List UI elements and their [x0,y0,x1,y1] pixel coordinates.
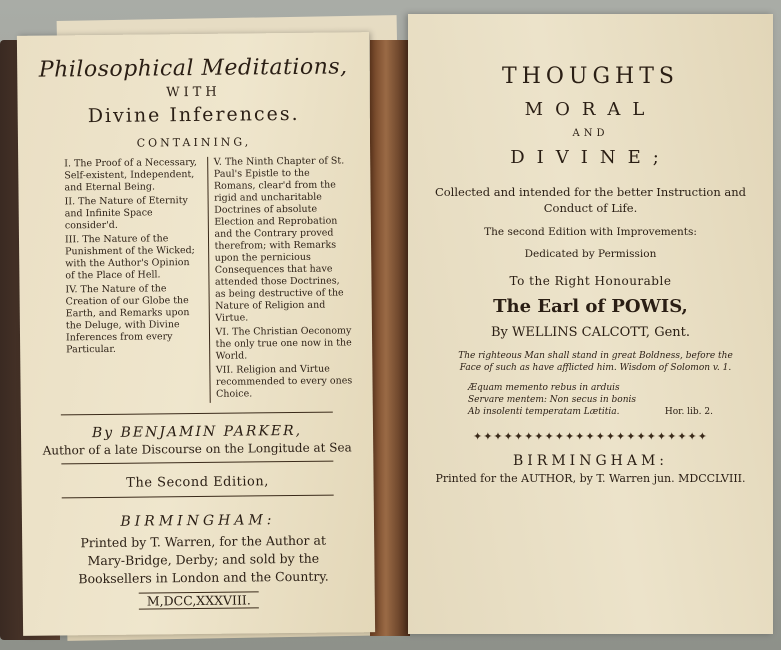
contents-item: I. The Proof of a Necessary, Self-existent, Independent, and Eternal Being. [64,156,197,194]
right-title-divine: DIVINE; [510,147,671,168]
left-city: BIRMINGHAM: [120,512,276,530]
left-author-desc: Author of a late Discourse on the Longitude at Sea [42,440,352,458]
contents-column-2 [207,155,359,403]
right-title-thoughts: THOUGHTS [502,64,679,89]
right-latin-ref: Hor. lib. 2. [664,407,713,417]
right-imprint: Printed for the AUTHOR, by T. Warren jun. MDCCLVIII. [435,472,746,485]
contents-column-1 [58,157,209,405]
right-subtitle: Collected and intended for the better Instruction and Conduct of Life. [434,185,747,215]
left-divine-inferences: Divine Inferences. [87,102,300,128]
left-date-wrap [23,591,375,610]
left-with: WITH [166,84,221,101]
contents-item: VI. The Christian Oeconomy the only true one now in the World. [215,325,352,362]
contents-item: III. The Nature of the Punishment of the Wicked; with the Author's Opinion of the Place of Hell. [64,233,195,282]
right-edition: The second Edition with Improvements: [484,226,697,238]
divider-rule [61,461,333,465]
right-latin-block [468,382,713,418]
contents-item: IV. The Nature of the Creation of our Globe the Earth, and Remarks upon the Deluge, with Divine Inferences from every Particular. [65,283,190,356]
book-spine [370,40,410,636]
right-title-moral: MORAL [524,99,657,120]
ornament-rule: ✦✦✦✦✦✦✦✦✦✦✦✦✦✦✦✦✦✦✦✦✦✦✦ [473,430,708,443]
right-title-and: AND [572,128,609,139]
right-earl: The Earl of POWIS, [493,296,688,317]
left-date: M,DCC,XXXVIII. [139,591,259,609]
right-city: BIRMINGHAM: [512,453,669,469]
divider-rule [61,412,333,416]
right-dedicated: Dedicated by Permission [524,248,657,260]
left-imprint: Printed by T. Warren, for the Author at Mary-Bridge, Derby; and sold by the Booksellers in London and the Country. [78,532,329,587]
left-edition: The Second Edition, [126,474,269,491]
left-title-page [17,32,375,636]
contents-columns [58,155,359,404]
left-containing: CONTAINING, [136,135,252,150]
right-author: By WELLINS CALCOTT, Gent. [490,325,690,340]
divider-rule [62,495,334,499]
right-title-page [408,14,773,634]
right-to: To the Right Honourable [509,274,672,288]
contents-item: V. The Ninth Chapter of St. Paul's Epistle to the Romans, clear'd from the rigid and uncharitable Doctrines of absolute Election and Reprobation and the Contrary proved therefrom; with Remarks upon the pernicious Consequences that have attended those Doctrines, as being destructive of the Nature of Religion and Virtue. [213,155,345,324]
left-author: By BENJAMIN PARKER, [91,422,303,442]
contents-item: II. The Nature of Eternity and Infinite Space consider'd. [64,195,188,232]
contents-item: VII. Religion and Virtue recommended to every ones Choice. [215,363,353,400]
left-title: Philosophical Meditations, [38,54,348,83]
right-quote: The righteous Man shall stand in great Boldness, before the Face of such as have afflicted him. Wisdom of Solomon v. 1. [458,351,733,373]
right-latin: Æquam memento rebus in arduis Servare mentem: Non secus in bonis Ab insolenti temperatam Lætitia. [468,383,636,417]
